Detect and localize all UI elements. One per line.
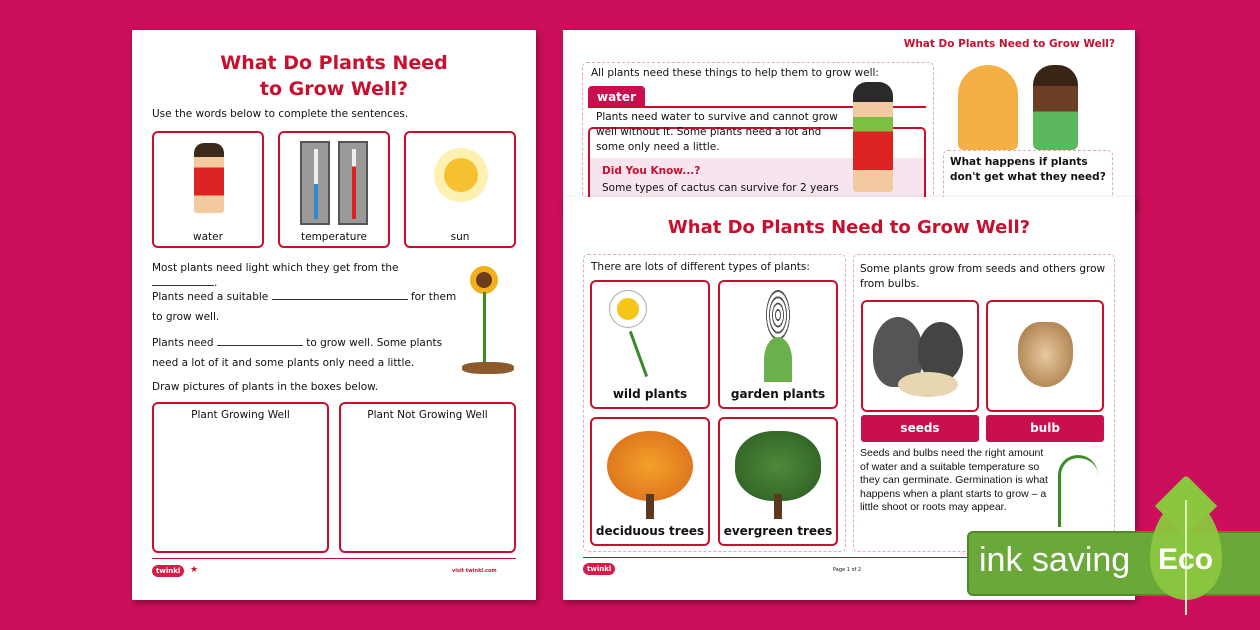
germinating-seed-icon [1058,455,1098,527]
draw-box-growing-well[interactable]: Plant Growing Well [152,402,329,553]
front-page-title: What Do Plants Need to Grow Well? [667,217,1031,238]
did-you-know-heading: Did You Know...? [602,165,701,177]
evergreen-tree-icon [735,431,821,501]
water-text: Plants need water to survive and cannot grow well without it. Some plants need a lot and some only need a little. [596,111,838,153]
needs-intro: All plants need these things to help them to grow well: [591,67,879,79]
germination-text: Seeds and bulbs need the right amount of water and a suitable temperature so they can germinate. Germination is what happens when a plant starts to grow – a little shoot or roots may appear. [860,447,1048,513]
blank-field[interactable] [272,290,408,300]
sentence-1: Most plants need light which they get from the . [152,262,399,289]
water-tag: water [588,86,645,108]
word-card-water: water [152,131,264,248]
word-card-sun: sun [404,131,516,248]
children-thinking-icon [1033,65,1078,150]
twinkl-logo: twinkl [152,565,184,577]
seeds-label: seeds [861,415,979,442]
hyacinth-icon [766,290,790,340]
worksheet-title: What Do Plants Need to Grow Well? [220,52,448,100]
blank-field[interactable] [217,336,303,346]
boy-watering-icon [194,143,224,213]
bulb-label: bulb [986,415,1104,442]
card-wild-plants: wild plants [590,280,710,409]
back-page-header: What Do Plants Need to Grow Well? [903,38,1115,50]
seeds-image [861,300,979,412]
twinkl-logo: twinkl [583,563,615,575]
draw-instruction: Draw pictures of plants in the boxes below. [152,381,379,393]
sunflower-icon [470,266,498,294]
worksheet-page [132,30,536,600]
draw-box-not-growing-well[interactable]: Plant Not Growing Well [339,402,516,553]
bulb-image [986,300,1104,412]
sunflower-stem [483,292,486,367]
deciduous-tree-icon [607,431,693,501]
bulb-icon [1018,322,1073,387]
word-card-temperature: temperature [278,131,390,248]
card-evergreen-trees: evergreen trees [718,417,838,546]
question-text: What happens if plants don't get what they need? [950,156,1106,183]
card-deciduous-trees: deciduous trees [590,417,710,546]
thermometer-icon [338,141,368,225]
back-page [563,30,1135,210]
sun-icon [444,158,478,192]
blank-field[interactable] [152,276,214,286]
sentence-2: Plants need a suitable for them to grow well. [152,291,457,323]
ink-saving-label: ink saving [979,541,1131,579]
children-thinking-icon [958,65,1018,150]
page-number: Page 1 of 2 [833,567,862,573]
daisy-icon [617,298,639,320]
sentence-3: Plants need to grow well. Some plants need a lot of it and some plants only need a little. [152,337,443,369]
footer-link[interactable]: visit twinkl.com [452,568,497,574]
thermometer-icon [300,141,330,225]
instruction: Use the words below to complete the sentences. [152,108,409,120]
soil [462,362,514,374]
footer-line [152,558,516,559]
eco-label: Eco [1158,543,1214,576]
card-garden-plants: garden plants [718,280,838,409]
seeds-intro: Some plants grow from seeds and others grow from bulbs. [860,263,1106,290]
boy-watering-icon [853,82,893,192]
star-icon: ★ [190,565,199,575]
fact-text: Some types of cactus can survive for 2 years [602,182,839,194]
types-intro: There are lots of different types of plants: [591,261,810,273]
